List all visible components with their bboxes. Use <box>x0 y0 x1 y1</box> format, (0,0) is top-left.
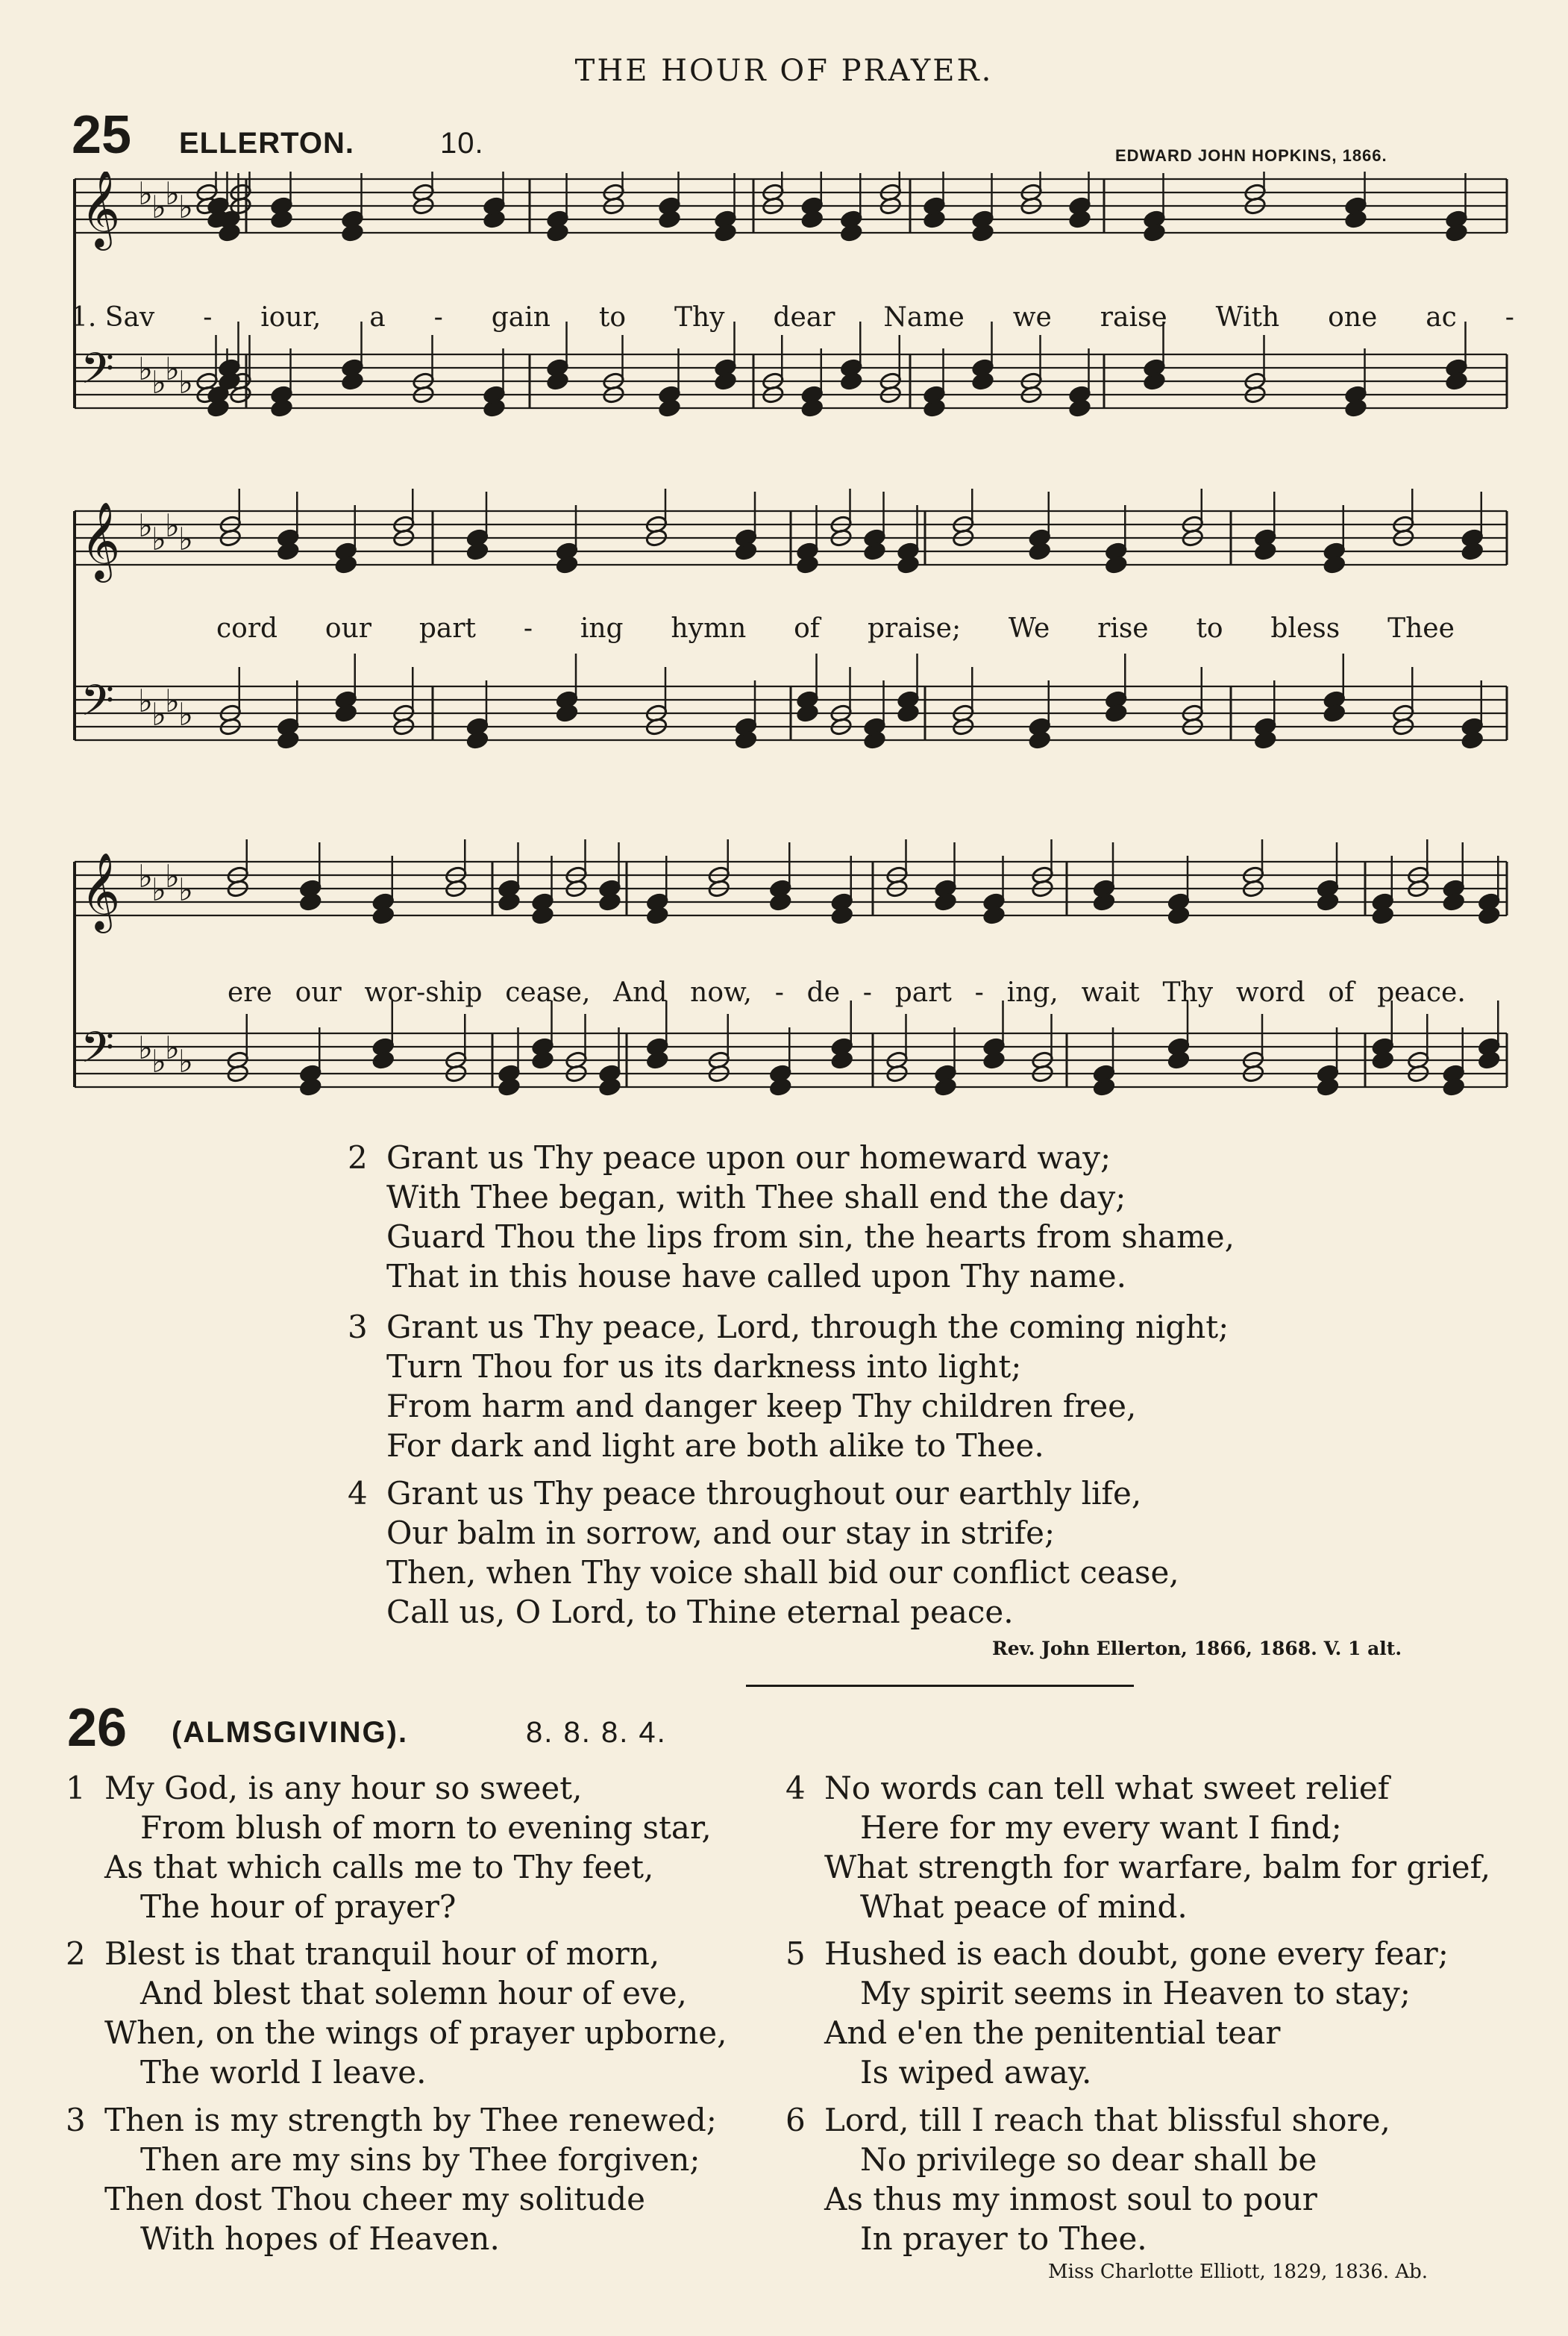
svg-text:♭: ♭ <box>138 1030 153 1066</box>
hymn-26-stanza-2 <box>66 1934 727 2092</box>
lyric-syllable: of <box>794 613 821 644</box>
stanza-number: 6 <box>785 2102 806 2138</box>
lyric-syllable: ing <box>580 613 624 644</box>
stanza-line: From harm and danger keep Thy children free, <box>386 1388 1137 1424</box>
hymn-26-stanza-3 <box>66 2100 717 2258</box>
lyric-syllable: ing, <box>1006 977 1059 1008</box>
hymn-26-number: 26 <box>67 1698 128 1758</box>
stanza-line: My God, is any hour so sweet, <box>104 1770 583 1806</box>
lyric-syllable: wor-ship <box>364 977 483 1008</box>
lyric-syllable: ere <box>228 977 272 1008</box>
svg-text:♭: ♭ <box>178 1043 193 1080</box>
stanza-line: Lord, till I reach that blissful shore, <box>824 2102 1390 2138</box>
stanza-line: Then is my strength by Thee renewed; <box>104 2102 717 2138</box>
stanza-line: My spirit seems in Heaven to stay; <box>860 1975 1411 2011</box>
stanza-line: As thus my inmost soul to pour <box>824 2181 1317 2217</box>
svg-text:𝄞: 𝄞 <box>81 501 121 580</box>
stanza-line: Here for my every want I find; <box>860 1809 1342 1846</box>
hymn-25-stanza-3 <box>348 1307 1229 1465</box>
lyric-syllable: part <box>894 977 952 1008</box>
svg-text:♭: ♭ <box>165 1030 180 1066</box>
stanza-number: 4 <box>348 1475 368 1512</box>
lyric-syllable: And <box>613 977 668 1008</box>
lyric-syllable: Thee <box>1387 613 1455 644</box>
lyric-syllable: cord <box>216 613 278 644</box>
lyric-syllable: With <box>1215 302 1280 333</box>
lyric-syllable: - <box>1505 302 1514 333</box>
lyric-syllable: peace. <box>1377 977 1466 1008</box>
hymn-26-stanza-4 <box>785 1768 1491 1926</box>
stanza-line: No privilege so dear shall be <box>860 2141 1317 2178</box>
svg-text:♭: ♭ <box>138 351 153 387</box>
svg-text:♭: ♭ <box>165 507 180 544</box>
stanza-line: And blest that solemn hour of eve, <box>140 1975 687 2011</box>
lyric-syllable: raise <box>1100 302 1167 333</box>
svg-text:𝄢: 𝄢 <box>81 675 115 736</box>
stanza-number: 1 <box>66 1770 86 1806</box>
lyric-syllable: de <box>806 977 841 1008</box>
svg-text:𝄞: 𝄞 <box>81 852 121 930</box>
lyric-syllable: we <box>1012 302 1052 333</box>
stanza-line: What strength for warfare, balm for grief, <box>824 1849 1491 1885</box>
lyric-syllable: dear <box>773 302 835 333</box>
stanza-line: Then are my sins by Thee forgiven; <box>140 2141 700 2178</box>
lyric-syllable: hymn <box>671 613 747 644</box>
stanza-line: With hopes of Heaven. <box>140 2220 500 2257</box>
lyric-syllable: a <box>369 302 386 333</box>
stanza-number: 3 <box>348 1309 368 1345</box>
lyric-syllable: part <box>418 613 477 644</box>
lyric-syllable: wait <box>1081 977 1140 1008</box>
lyric-syllable: iour, <box>260 302 322 333</box>
lyric-syllable: Thy <box>1162 977 1214 1008</box>
hymn-25-number: 25 <box>72 105 132 165</box>
lyric-syllable: of <box>1328 977 1355 1008</box>
svg-text:𝄞: 𝄞 <box>81 172 121 248</box>
hymn-26-title-text: (ALMSGIVING). <box>172 1716 409 1749</box>
lyric-syllable: ac <box>1426 302 1457 333</box>
svg-text:♭: ♭ <box>151 364 166 401</box>
stanza-line: The hour of prayer? <box>140 1888 457 1925</box>
svg-text:♭: ♭ <box>138 175 153 212</box>
svg-text:♭: ♭ <box>165 683 180 719</box>
music-system-2 <box>0 489 1568 802</box>
stanza-line: What peace of mind. <box>860 1888 1188 1925</box>
lyric-syllable: - <box>203 302 213 333</box>
stanza-line: When, on the wings of prayer upborne, <box>104 2014 727 2051</box>
lyric-syllable: 1. Sav <box>71 302 155 333</box>
hymn-25-composer: EDWARD JOHN HOPKINS, 1866. <box>1115 146 1387 165</box>
lyric-syllable: Name <box>883 302 965 333</box>
stanza-line: Call us, O Lord, to Thine eternal peace. <box>386 1594 1014 1630</box>
lyric-syllable: praise; <box>867 613 962 644</box>
stanza-line: As that which calls me to Thy feet, <box>104 1849 654 1885</box>
stanza-number: 2 <box>348 1139 368 1176</box>
lyrics-line-1 <box>71 302 1514 333</box>
lyrics-line-3 <box>228 977 1466 1008</box>
hymn-26-credit: Miss Charlotte Elliott, 1829, 1836. Ab. <box>1048 2261 1429 2283</box>
running-head: THE HOUR OF PRAYER. <box>574 54 994 88</box>
stanza-number: 2 <box>66 1935 86 1972</box>
stanza-line: That in this house have called upon Thy name. <box>386 1258 1127 1294</box>
hymn-26-meter: 8. 8. 8. 4. <box>526 1716 667 1749</box>
hymn-25-stanza-4 <box>348 1474 1179 1632</box>
hymn-26-stanza-1 <box>66 1768 712 1926</box>
stanza-line: For dark and light are both alike to Thee. <box>386 1427 1044 1464</box>
stanza-line: Guard Thou the lips from sin, the hearts from shame, <box>386 1218 1235 1255</box>
stanza-number: 5 <box>785 1935 806 1972</box>
lyric-syllable: - <box>523 613 533 644</box>
lyric-syllable: our <box>324 613 371 644</box>
lyric-syllable: to <box>598 302 627 333</box>
stanza-line: No words can tell what sweet relief <box>824 1770 1390 1806</box>
stanza-line: Hushed is each doubt, gone every fear; <box>824 1935 1449 1972</box>
hymn-25-tune-name: ELLERTON. <box>179 127 354 160</box>
svg-text:♭: ♭ <box>138 858 153 895</box>
stanza-number: 4 <box>785 1770 806 1806</box>
stanza-line: In prayer to Thee. <box>860 2220 1147 2257</box>
stanza-line: Turn Thou for us its darkness into light; <box>386 1348 1022 1385</box>
lyric-syllable: to <box>1196 613 1223 644</box>
svg-text:𝄢: 𝄢 <box>81 343 115 404</box>
lyric-syllable: - <box>774 977 784 1008</box>
stanza-number: 3 <box>66 2102 86 2138</box>
stanza-line: With Thee began, with Thee shall end the day; <box>386 1179 1126 1215</box>
lyric-syllable: Thy <box>674 302 725 333</box>
svg-text:♭: ♭ <box>178 696 193 733</box>
stanza-line: Grant us Thy peace throughout our earthly life, <box>386 1475 1142 1512</box>
stanza-line: From blush of morn to evening star, <box>140 1809 712 1846</box>
svg-text:♭: ♭ <box>151 189 166 225</box>
hymn-26-title <box>172 1716 408 1750</box>
lyrics-line-2 <box>216 613 1455 644</box>
stanza-line: Grant us Thy peace, Lord, through the coming night; <box>386 1309 1229 1345</box>
lyric-syllable: gain <box>491 302 551 333</box>
stanza-line: And e'en the penitential tear <box>824 2014 1281 2051</box>
svg-text:♭: ♭ <box>151 871 166 908</box>
stanza-line: Our balm in sorrow, and our stay in strife; <box>386 1515 1056 1551</box>
svg-text:♭: ♭ <box>178 871 193 908</box>
lyric-syllable: We <box>1008 613 1050 644</box>
stanza-line: Then, when Thy voice shall bid our conflict cease, <box>386 1554 1179 1591</box>
svg-text:𝄢: 𝄢 <box>81 1022 115 1083</box>
svg-text:♭: ♭ <box>138 683 153 719</box>
stanza-line: Blest is that tranquil hour of morn, <box>104 1935 660 1972</box>
svg-text:♭: ♭ <box>165 175 180 212</box>
hymn-25-credit: Rev. John Ellerton, 1866, 1868. V. 1 alt. <box>992 1638 1402 1659</box>
lyric-syllable: word <box>1235 977 1305 1008</box>
hymn-26-stanza-5 <box>785 1934 1449 2092</box>
hymn-25-stanza-2 <box>348 1138 1235 1296</box>
svg-text:♭: ♭ <box>151 521 166 557</box>
lyric-syllable: bless <box>1270 613 1340 644</box>
svg-text:♭: ♭ <box>178 189 193 225</box>
lyric-syllable: rise <box>1097 613 1149 644</box>
stanza-line: Is wiped away. <box>860 2054 1092 2091</box>
svg-text:♭: ♭ <box>178 521 193 557</box>
svg-text:♭: ♭ <box>151 696 166 733</box>
lyric-syllable: cease, <box>505 977 591 1008</box>
lyric-syllable: one <box>1328 302 1378 333</box>
svg-text:♭: ♭ <box>165 351 180 387</box>
svg-text:♭: ♭ <box>138 507 153 544</box>
lyric-syllable: - <box>433 302 443 333</box>
lyric-syllable: - <box>974 977 984 1008</box>
svg-text:♭: ♭ <box>151 1043 166 1080</box>
lyric-syllable: - <box>862 977 872 1008</box>
svg-text:♭: ♭ <box>178 364 193 401</box>
hymn-26-stanza-6 <box>785 2100 1390 2258</box>
hymn-25-meter: 10. <box>440 127 484 160</box>
lyric-syllable: our <box>295 977 342 1008</box>
stanza-line: Grant us Thy peace upon our homeward way; <box>386 1139 1111 1176</box>
section-divider <box>746 1685 1134 1687</box>
stanza-line: Then dost Thou cheer my solitude <box>104 2181 646 2217</box>
stanza-line: The world I leave. <box>140 2054 427 2091</box>
lyric-syllable: now, <box>690 977 752 1008</box>
svg-text:♭: ♭ <box>165 858 180 895</box>
